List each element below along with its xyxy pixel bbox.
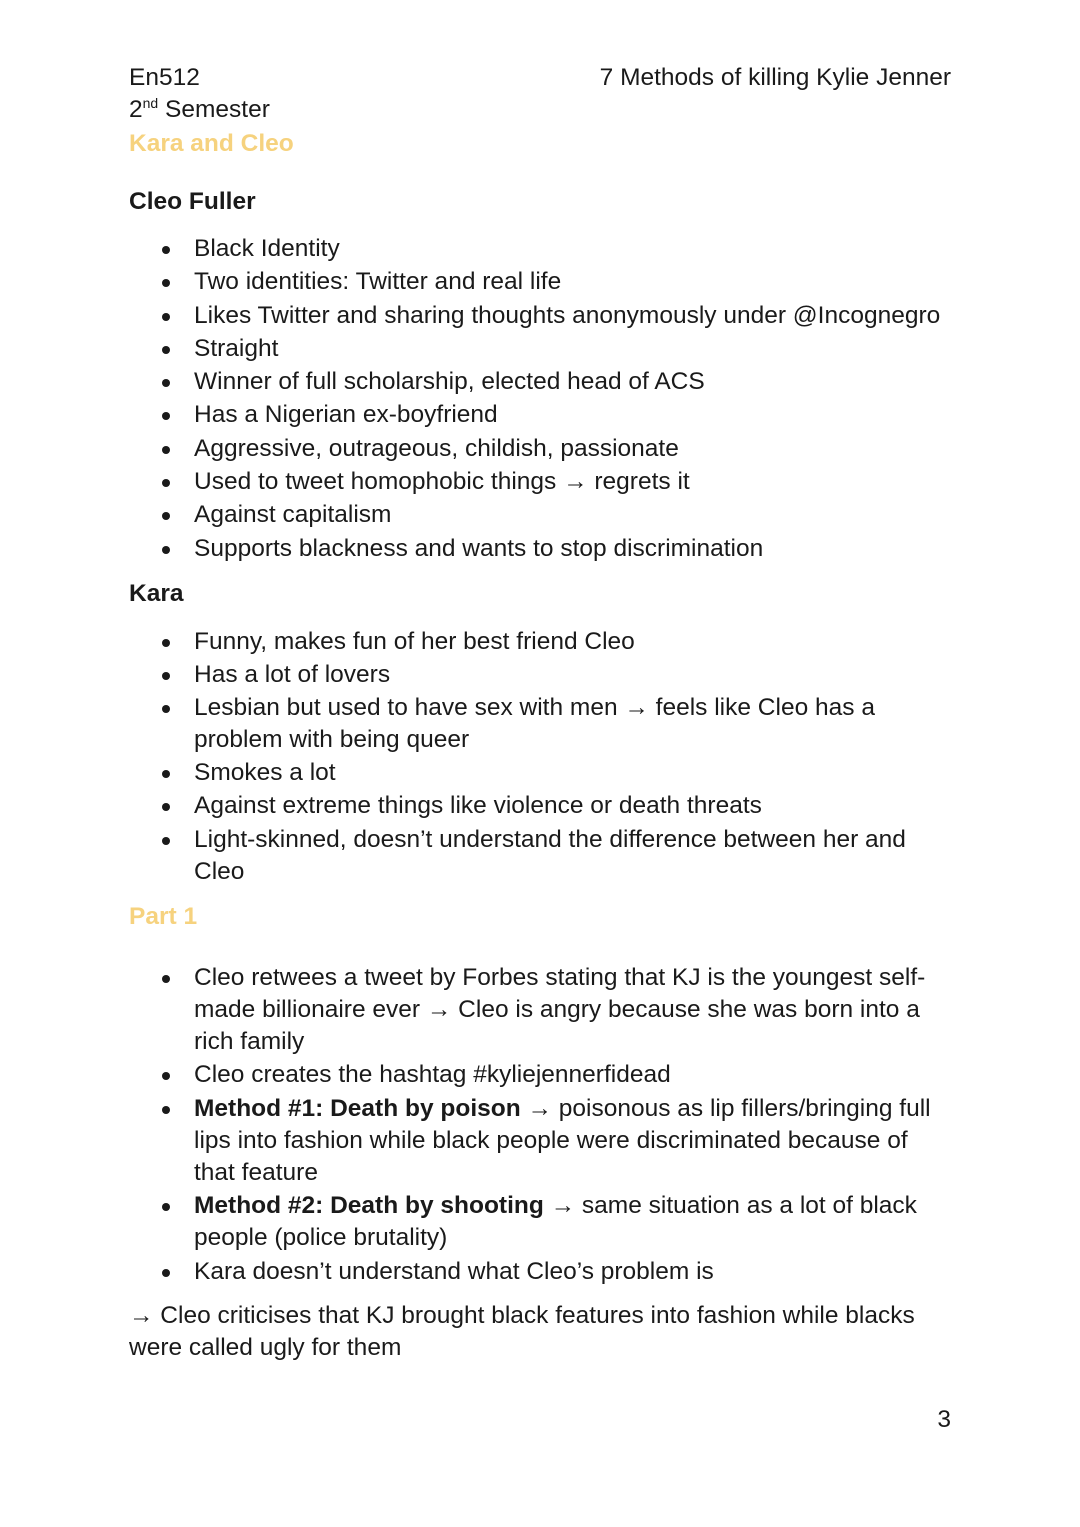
- section-heading-kara: Kara: [129, 579, 184, 607]
- method-1-label: Method #1: Death by poison: [194, 1094, 521, 1122]
- list-item: Has a lot of lovers: [129, 659, 951, 691]
- list-item: Used to tweet homophobic things → regrets it: [129, 466, 951, 498]
- semester-word: Semester: [158, 96, 270, 123]
- list-item: Supports blackness and wants to stop discrimination: [129, 533, 951, 565]
- list-item: Straight: [129, 333, 951, 365]
- part1-list: [129, 962, 951, 1288]
- conclusion-paragraph: → Cleo criticises that KJ brought black features into fashion while blacks were called ugly for them: [129, 1301, 915, 1361]
- method-2-text: → same situation as a lot of black people (police brutality): [194, 1192, 917, 1252]
- semester-number: 2: [129, 96, 143, 123]
- document-title: 7 Methods of killing Kylie Jenner: [599, 64, 951, 91]
- authors: Kara and Cleo: [129, 130, 294, 157]
- document-page: [129, 62, 951, 1364]
- list-item: Winner of full scholarship, elected head of ACS: [129, 366, 951, 398]
- list-item: Kara doesn’t understand what Cleo’s problem is: [129, 1256, 951, 1288]
- list-item: Cleo creates the hashtag #kyliejennerfidead: [129, 1059, 951, 1091]
- list-item: Smokes a lot: [129, 757, 951, 789]
- section-heading-part-1: Part 1: [129, 902, 198, 930]
- list-item: Funny, makes fun of her best friend Cleo: [129, 626, 951, 658]
- list-item: Black Identity: [129, 233, 951, 265]
- course-code: En512: [129, 64, 200, 91]
- semester-ordinal: nd: [142, 95, 159, 111]
- list-item: Light-skinned, doesn’t understand the difference between her and Cleo: [129, 824, 951, 888]
- list-item: Against capitalism: [129, 499, 951, 531]
- list-item: Aggressive, outrageous, childish, passionate: [129, 433, 951, 465]
- method-2-label: Method #2: Death by shooting: [194, 1192, 544, 1220]
- list-item: Against extreme things like violence or death threats: [129, 790, 951, 822]
- page-number: 3: [937, 1406, 951, 1433]
- section-heading-cleo: Cleo Fuller: [129, 188, 256, 215]
- list-item: [129, 1093, 951, 1189]
- list-item: Cleo retwees a tweet by Forbes stating that KJ is the youngest self-made billionaire ever → Cleo is angry because she was born into a rich family: [129, 962, 951, 1058]
- list-item: [129, 1190, 951, 1254]
- semester: [129, 94, 951, 126]
- list-item: Has a Nigerian ex-boyfriend: [129, 399, 951, 431]
- kara-list: [129, 626, 951, 888]
- cleo-list: [129, 233, 951, 565]
- method-1-text: → poisonous as lip fillers/bringing full lips into fashion while black people were discriminated because of that feature: [194, 1094, 931, 1186]
- list-item: Two identities: Twitter and real life: [129, 266, 951, 298]
- list-item: Lesbian but used to have sex with men → feels like Cleo has a problem with being queer: [129, 692, 951, 756]
- list-item: Likes Twitter and sharing thoughts anonymously under @Incognegro: [129, 300, 951, 332]
